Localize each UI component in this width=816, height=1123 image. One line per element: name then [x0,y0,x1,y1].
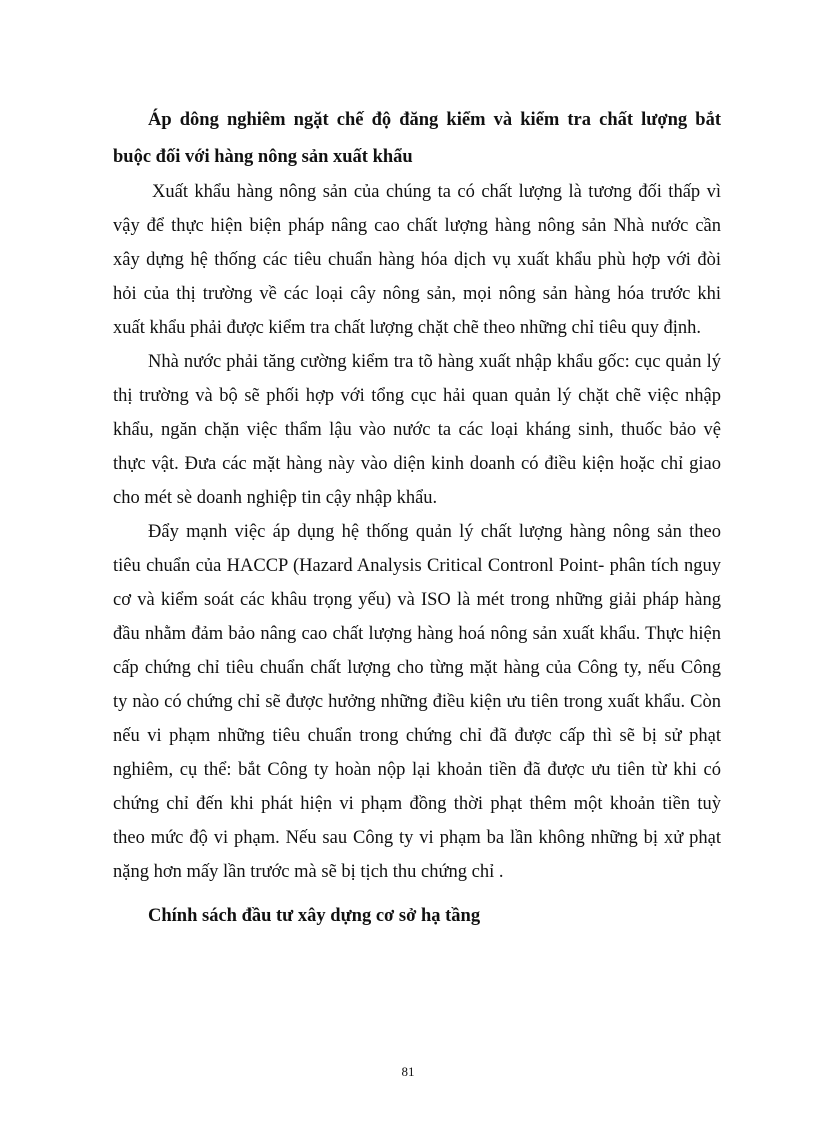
paragraph-2-line-1: Nhà nước phải tăng cường kiểm tra tõ hàng xuất nhập khẩu gốc: cục quản lý [148,352,721,372]
section-heading-line-1: Áp dông nghiêm ngặt chế độ đăng kiểm và kiểm tra chất lượng bắt [148,110,721,130]
paragraph-1-line-5: xuất khẩu phải được kiểm tra chất lượng chặt chẽ theo những chỉ tiêu quy định. [113,318,702,338]
paragraph-2-line-2: thị trường và bộ sẽ phối hợp với tổng cục hải quan quản lý chặt chẽ việc nhập [113,386,721,406]
paragraph-2-line-5: cho mét sè doanh nghiệp tin cậy nhập khẩu. [113,488,438,508]
paragraph-3-line-3: cơ và kiểm soát các khâu trọng yếu) và ISO là mét trong những giải pháp hàng [113,590,721,610]
paragraph-2-line-4: thực vật. Đưa các mặt hàng này vào diện kinh doanh có điều kiện hoặc chỉ giao [113,454,721,474]
paragraph-3-line-6: ty nào có chứng chỉ sẽ được hưởng những điều kiện ưu tiên trong xuất khẩu. Còn [113,692,721,712]
paragraph-3-line-9: chứng chỉ đến khi phát hiện vi phạm đồng thời phạt thêm một khoản tiền tuỳ [113,794,721,814]
paragraph-3-line-1: Đẩy mạnh việc áp dụng hệ thống quản lý chất lượng hàng nông sản theo [148,522,721,542]
paragraph-3-line-2: tiêu chuẩn của HACCP (Hazard Analysis Critical Contronl Point- phân tích nguy [113,556,721,576]
paragraph-3-line-8: nghiêm, cụ thể: bắt Công ty hoàn nộp lại khoản tiền đã được ưu tiên từ khi có [113,760,721,780]
paragraph-3-line-5: cấp chứng chỉ tiêu chuẩn chất lượng cho từng mặt hàng của Công ty, nếu Công [113,658,721,678]
paragraph-1-line-3: xây dựng hệ thống các tiêu chuẩn hàng hóa dịch vụ xuất khẩu phù hợp với đòi [113,250,721,270]
paragraph-3-line-10: theo mức độ vi phạm. Nếu sau Công ty vi phạm ba lần không những bị xử phạt [113,828,721,848]
paragraph-1-line-2: vậy để thực hiện biện pháp nâng cao chất lượng hàng nông sản Nhà nước cần [113,216,721,236]
section-heading-infrastructure: Chính sách đầu tư xây dựng cơ sở hạ tầng [148,906,481,926]
section-heading-line-2: buộc đối với hàng nông sản xuất khẩu [113,147,413,167]
paragraph-2-line-3: khẩu, ngăn chặn việc thẩm lậu vào nước ta các loại kháng sinh, thuốc bảo vệ [113,420,721,440]
paragraph-3-line-11: nặng hơn mấy lần trước mà sẽ bị tịch thu chứng chỉ . [113,862,504,882]
page-number: 81 [401,1064,415,1079]
paragraph-3-line-4: đầu nhằm đảm bảo nâng cao chất lượng hàng hoá nông sản xuất khẩu. Thực hiện [113,624,721,644]
paragraph-1-line-1: Xuất khẩu hàng nông sản của chúng ta có chất lượng là tương đối thấp vì [152,182,721,202]
paragraph-1-line-4: hỏi của thị trường về các loại cây nông sản, mọi nông sản hàng hóa trước khi [113,284,721,304]
paragraph-3-line-7: nếu vi phạm những tiêu chuẩn trong chứng chỉ đã được cấp thì sẽ bị sử phạt [113,726,721,746]
